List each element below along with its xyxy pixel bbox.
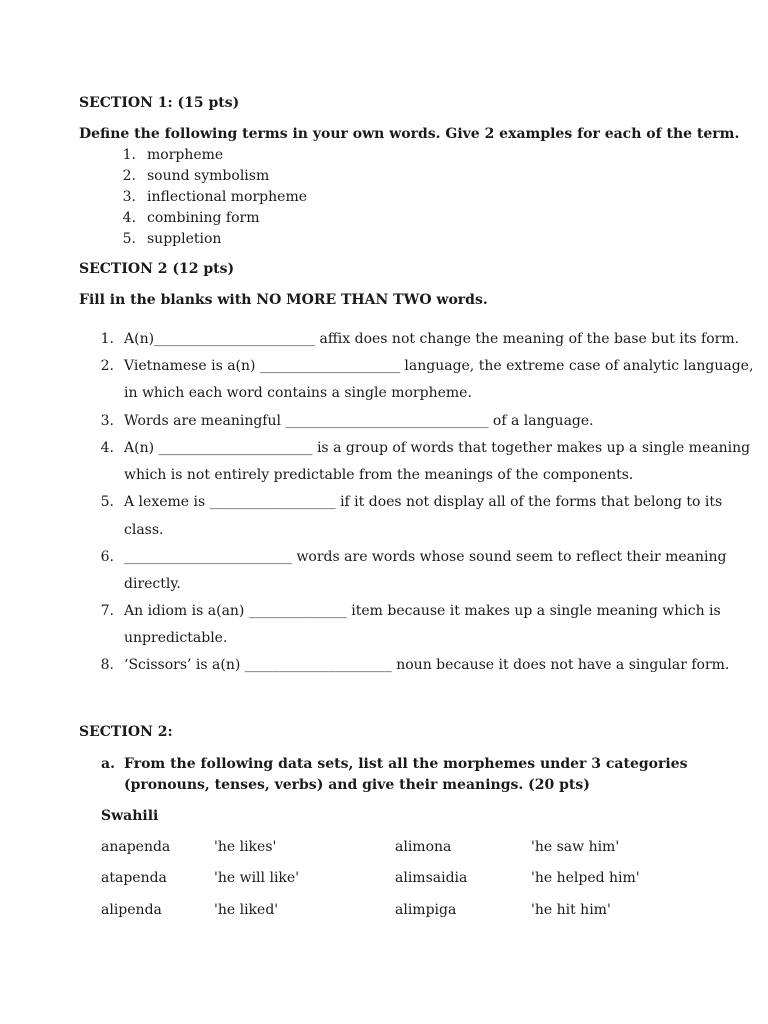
question-text: An idiom is a(an) ______________ item because it makes up a single meaning which is [124,603,721,619]
data-cell: 'he liked' [214,902,279,918]
data-cell: 'he hit him' [531,902,611,918]
section2-heading: SECTION 2 (12 pts) [79,261,235,277]
question-text: A(n) ______________________ is a group of words that together makes up a single meaning [124,440,751,456]
data-cell: anapenda [101,839,171,855]
question-text: A lexeme is __________________ if it does not display all of the forms that belong to its [124,494,723,510]
data-cell: alimsaidia [395,870,468,886]
question-number: 3. [100,413,114,429]
section2-instruction: Fill in the blanks with NO MORE THAN TWO words. [79,292,488,308]
term-number: 4. [122,210,136,226]
question-number: 2. [100,358,114,374]
question-text: Words are meaningful _____________________________ of a language. [124,413,594,429]
part-a-instruction-continued: (pronouns, tenses, verbs) and give their meanings. (20 pts) [124,777,590,793]
question-number: 8. [100,657,114,673]
question-text-continued: which is not entirely predictable from the meanings of the components. [124,467,634,483]
data-cell: atapenda [101,870,167,886]
question-text: A(n)_______________________ affix does not change the meaning of the base but its form. [124,331,740,347]
data-cell: 'he will like' [214,870,300,886]
data-cell: alimpiga [395,902,457,918]
part-a-label: a. [101,756,115,772]
term-number: 3. [122,189,136,205]
question-text: ________________________ words are words whose sound seem to reflect their meaning [124,549,727,565]
section1-heading: SECTION 1: (15 pts) [79,95,240,111]
data-cell: 'he likes' [214,839,277,855]
question-number: 4. [100,440,114,456]
term-item: morpheme [147,147,224,163]
term-item: inflectional morpheme [147,189,308,205]
term-item: sound symbolism [147,168,270,184]
question-text: Vietnamese is a(n) ____________________ language, the extreme case of analytic language, [124,358,754,374]
data-cell: alimona [395,839,452,855]
part-a-instruction: From the following data sets, list all the morphemes under 3 categories [124,756,688,772]
data-cell: alipenda [101,902,162,918]
data-cell: 'he saw him' [531,839,620,855]
term-item: suppletion [147,231,222,247]
question-text-continued: directly. [124,576,181,592]
term-number: 5. [122,231,136,247]
question-number: 6. [100,549,114,565]
question-number: 7. [100,603,114,619]
question-text-continued: unpredictable. [124,630,228,646]
term-number: 2. [122,168,136,184]
data-cell: 'he helped him' [531,870,640,886]
question-number: 1. [100,331,114,347]
section1-instruction: Define the following terms in your own words. Give 2 examples for each of the term. [79,126,740,142]
term-number: 1. [122,147,136,163]
question-text: ‘Scissors’ is a(n) _____________________ noun because it does not have a singular form. [124,657,730,673]
question-text-continued: class. [124,522,164,538]
language-label: Swahili [101,808,159,824]
section3-heading: SECTION 2: [79,724,173,740]
question-number: 5. [100,494,114,510]
question-text-continued: in which each word contains a single morpheme. [124,385,472,401]
term-item: combining form [147,210,260,226]
